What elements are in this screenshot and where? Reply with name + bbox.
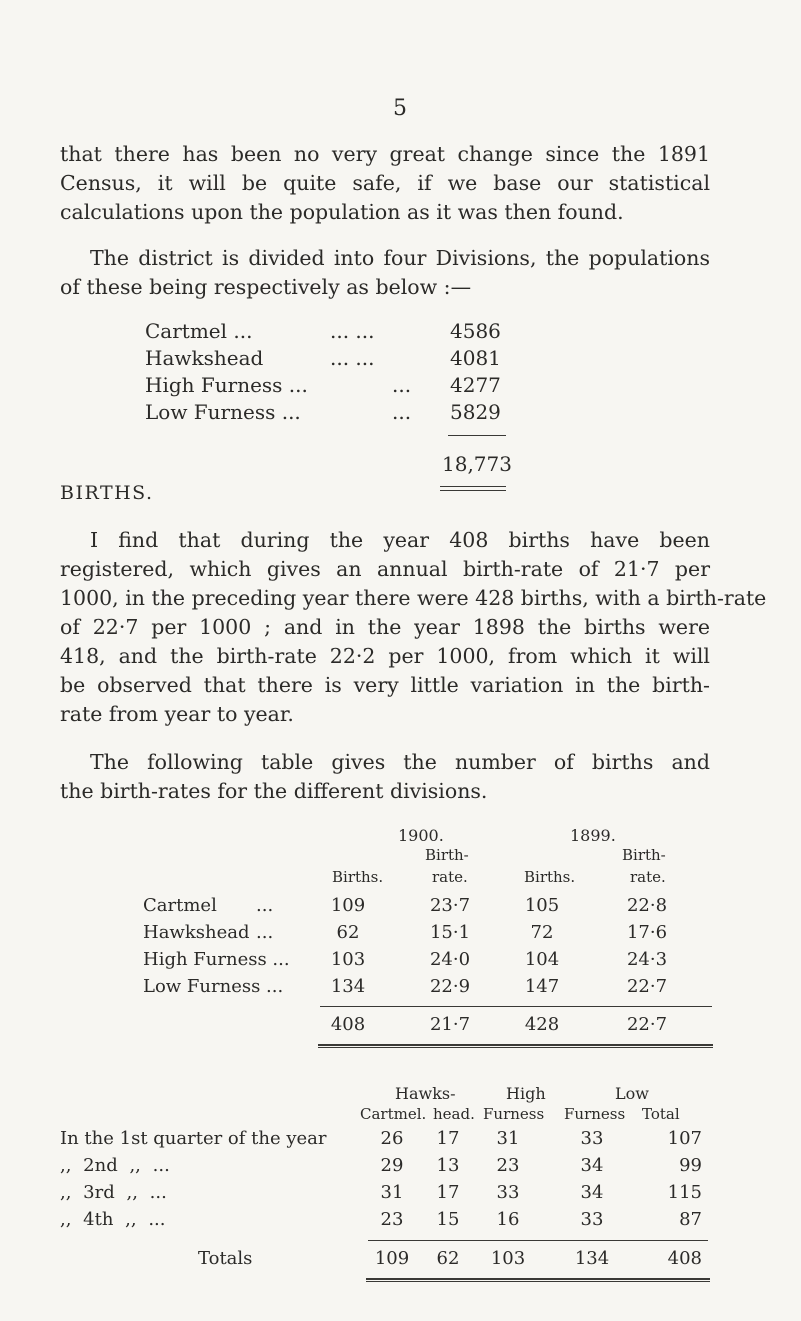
column-header: Hawks- [395, 1084, 456, 1103]
double-rule [440, 490, 506, 491]
table-cell: 17 [436, 1182, 460, 1203]
population-value: 4586 [450, 319, 501, 343]
year-header: 1900. [398, 826, 444, 845]
double-rule [318, 1044, 713, 1046]
table-cell: 115 [667, 1182, 702, 1203]
table-cell: 24·3 [626, 949, 668, 970]
sum-rule [320, 1006, 712, 1007]
leader-dots: ... ... [330, 319, 375, 343]
total-cell: 408 [330, 1014, 366, 1035]
table-cell: 26 [380, 1128, 404, 1149]
total-cell: 103 [490, 1248, 526, 1269]
table-cell: 33 [580, 1128, 604, 1149]
column-header: Total [642, 1105, 680, 1123]
text-line: of these being respectively as below :— [60, 275, 472, 299]
text-line: calculations upon the population as it was then found. [60, 200, 624, 224]
table-cell: 104 [524, 949, 560, 970]
column-header: Birth- [622, 846, 666, 864]
column-header: Low [615, 1084, 649, 1103]
table-cell: 103 [330, 949, 366, 970]
page-number: 5 [393, 96, 407, 121]
table-cell: 109 [330, 895, 366, 916]
table-row-label: ,, 3rd ,, ... [60, 1182, 167, 1203]
leader-dots: ... [256, 895, 274, 916]
paragraph-births [60, 526, 767, 729]
leader-dots: ... [256, 922, 274, 943]
total-cell: 21·7 [429, 1014, 471, 1035]
text-line: Census, it will be quite safe, if we base our statistical [60, 171, 710, 195]
population-value: 5829 [450, 400, 501, 424]
table-cell: 22·8 [626, 895, 668, 916]
table-row-label: Low Furness ... [143, 976, 284, 997]
table-cell: 99 [679, 1155, 702, 1176]
column-header: Birth- [425, 846, 469, 864]
total-cell: 408 [667, 1248, 702, 1269]
column-header: head. [433, 1105, 475, 1123]
table-cell: 23 [496, 1155, 520, 1176]
paragraph-table-intro [60, 748, 710, 806]
table-cell: 15 [436, 1209, 460, 1230]
division-name: Cartmel ... [145, 319, 253, 343]
text-line: I find that during the year 408 births have been [90, 528, 710, 552]
paragraph-divisions [60, 244, 710, 302]
table-cell: 134 [330, 976, 366, 997]
table-row-label: High Furness ... [143, 949, 290, 970]
column-header: Furness [564, 1105, 626, 1123]
total-cell: 62 [436, 1248, 460, 1269]
text-line: 1000, in the preceding year there were 428 births, with a birth-rate [60, 586, 767, 610]
table-cell: 24·0 [429, 949, 471, 970]
column-header: Furness [483, 1105, 545, 1123]
table-row-label: Cartmel [143, 895, 217, 916]
table-cell: 105 [524, 895, 560, 916]
sum-rule [448, 435, 506, 436]
table-row-label: Hawkshead [143, 922, 250, 943]
table-cell: 17 [436, 1128, 460, 1149]
column-header: High [506, 1084, 546, 1103]
table-row-label: In the 1st quarter of the year [60, 1128, 327, 1149]
table-cell: 23·7 [429, 895, 471, 916]
section-heading: BIRTHS. [60, 482, 154, 504]
table-cell: 16 [496, 1209, 520, 1230]
column-header: rate. [630, 868, 666, 886]
double-rule [318, 1047, 713, 1048]
population-value: 4081 [450, 346, 501, 370]
table-cell: 34 [580, 1182, 604, 1203]
text-line: 418, and the birth-rate 22·2 per 1000, from which it will [60, 644, 710, 668]
table-cell: 31 [380, 1182, 404, 1203]
total-cell: 134 [574, 1248, 610, 1269]
column-header: Births. [524, 868, 576, 886]
table-row-label: ,, 2nd ,, ... [60, 1155, 170, 1176]
sum-rule [368, 1240, 708, 1241]
table-cell: 31 [496, 1128, 520, 1149]
text-line: registered, which gives an annual birth-rate of 21·7 per [60, 557, 710, 581]
total-cell: 428 [524, 1014, 560, 1035]
table-cell: 107 [667, 1128, 702, 1149]
division-name: High Furness ... [145, 373, 308, 397]
text-line: of 22·7 per 1000 ; and in the year 1898 the births were [60, 615, 710, 639]
column-header: rate. [432, 868, 468, 886]
table-cell: 147 [524, 976, 560, 997]
leader-dots: ... [392, 373, 412, 397]
total-cell: 22·7 [626, 1014, 668, 1035]
table-cell: 34 [580, 1155, 604, 1176]
column-header: Cartmel. [360, 1105, 427, 1123]
text-line: The district is divided into four Divisions, the populations [90, 246, 710, 270]
text-line: the birth-rates for the different divisions. [60, 779, 488, 803]
totals-label: Totals [198, 1248, 253, 1269]
text-line: rate from year to year. [60, 702, 294, 726]
table-cell: 33 [580, 1209, 604, 1230]
table-cell: 87 [679, 1209, 702, 1230]
text-line: be observed that there is very little variation in the birth- [60, 673, 710, 697]
population-value: 4277 [450, 373, 501, 397]
paragraph-intro [60, 140, 710, 227]
double-rule [440, 486, 506, 487]
leader-dots: ... [392, 400, 412, 424]
table-cell: 22·7 [626, 976, 668, 997]
population-total: 18,773 [442, 452, 512, 476]
division-name: Hawkshead [145, 346, 264, 370]
table-cell: 62 [336, 922, 360, 943]
table-cell: 72 [530, 922, 554, 943]
table-cell: 15·1 [429, 922, 471, 943]
leader-dots: ... ... [330, 346, 375, 370]
table-cell: 22·9 [429, 976, 471, 997]
double-rule [366, 1278, 710, 1280]
year-header: 1899. [570, 826, 616, 845]
total-cell: 109 [374, 1248, 410, 1269]
table-cell: 33 [496, 1182, 520, 1203]
text-line: The following table gives the number of births and [90, 750, 710, 774]
column-header: Births. [332, 868, 384, 886]
table-row-label: ,, 4th ,, ... [60, 1209, 166, 1230]
double-rule [366, 1281, 710, 1282]
table-cell: 13 [436, 1155, 460, 1176]
division-name: Low Furness ... [145, 400, 301, 424]
table-cell: 23 [380, 1209, 404, 1230]
table-cell: 29 [380, 1155, 404, 1176]
table-cell: 17·6 [626, 922, 668, 943]
text-line: that there has been no very great change since the 1891 [60, 142, 710, 166]
